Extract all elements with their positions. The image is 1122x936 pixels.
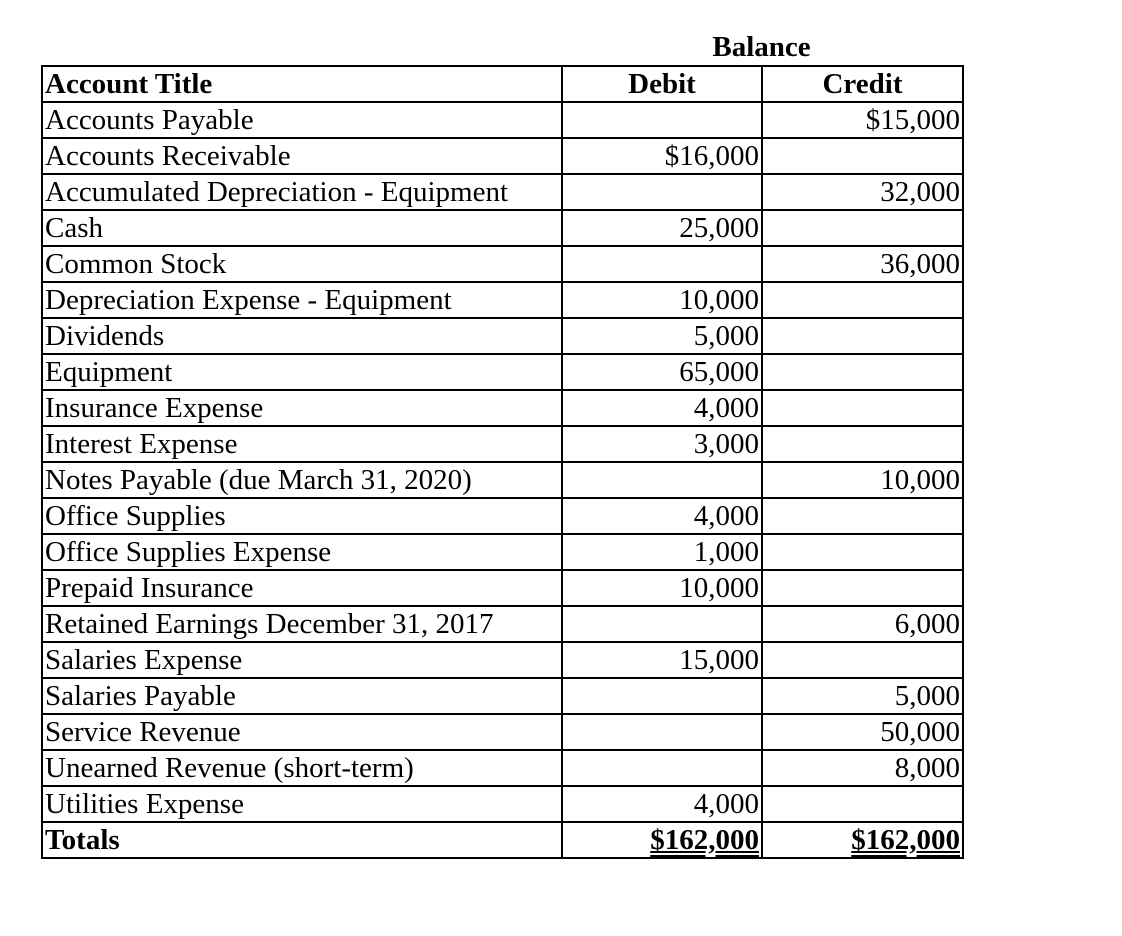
table-body <box>42 102 963 822</box>
debit-cell: 10,000 <box>562 570 762 606</box>
account-title-cell: Retained Earnings December 31, 2017 <box>42 606 562 642</box>
table-row <box>42 462 963 498</box>
totals-label: Totals <box>42 822 562 858</box>
account-title-cell: Accounts Payable <box>42 102 562 138</box>
credit-cell: 50,000 <box>762 714 963 750</box>
credit-cell <box>762 426 963 462</box>
debit-cell: 4,000 <box>562 390 762 426</box>
credit-cell: $15,000 <box>762 102 963 138</box>
table-row <box>42 750 963 786</box>
credit-cell: 10,000 <box>762 462 963 498</box>
account-title-cell: Notes Payable (due March 31, 2020) <box>42 462 562 498</box>
debit-cell: $16,000 <box>562 138 762 174</box>
table-row <box>42 102 963 138</box>
account-title-cell: Utilities Expense <box>42 786 562 822</box>
debit-cell: 4,000 <box>562 786 762 822</box>
credit-cell <box>762 354 963 390</box>
account-title-cell: Accumulated Depreciation - Equipment <box>42 174 562 210</box>
credit-cell <box>762 570 963 606</box>
totals-credit: $162,000 <box>762 822 963 858</box>
account-title-cell: Cash <box>42 210 562 246</box>
account-title-cell: Insurance Expense <box>42 390 562 426</box>
account-title-cell: Office Supplies Expense <box>42 534 562 570</box>
table-row <box>42 210 963 246</box>
table-header-row <box>42 66 963 102</box>
debit-cell: 3,000 <box>562 426 762 462</box>
account-title-cell: Unearned Revenue (short-term) <box>42 750 562 786</box>
credit-cell <box>762 498 963 534</box>
debit-cell <box>562 462 762 498</box>
debit-cell: 1,000 <box>562 534 762 570</box>
trial-balance-table <box>41 65 964 859</box>
table-row <box>42 354 963 390</box>
credit-cell <box>762 642 963 678</box>
credit-cell: 5,000 <box>762 678 963 714</box>
debit-cell: 10,000 <box>562 282 762 318</box>
account-title-cell: Salaries Expense <box>42 642 562 678</box>
table-row <box>42 426 963 462</box>
credit-cell <box>762 390 963 426</box>
account-title-cell: Prepaid Insurance <box>42 570 562 606</box>
table-row <box>42 714 963 750</box>
credit-cell: 8,000 <box>762 750 963 786</box>
debit-cell <box>562 102 762 138</box>
account-title-cell: Dividends <box>42 318 562 354</box>
debit-cell <box>562 606 762 642</box>
debit-cell: 65,000 <box>562 354 762 390</box>
credit-cell <box>762 786 963 822</box>
debit-cell: 4,000 <box>562 498 762 534</box>
debit-cell <box>562 714 762 750</box>
credit-cell: 32,000 <box>762 174 963 210</box>
table-row <box>42 642 963 678</box>
account-title-header: Account Title <box>42 66 562 102</box>
credit-cell <box>762 534 963 570</box>
table-row <box>42 138 963 174</box>
totals-row <box>42 822 963 858</box>
table-row <box>42 282 963 318</box>
table-row <box>42 246 963 282</box>
table-row <box>42 606 963 642</box>
account-title-cell: Salaries Payable <box>42 678 562 714</box>
credit-header: Credit <box>762 66 963 102</box>
table-row <box>42 390 963 426</box>
debit-cell: 15,000 <box>562 642 762 678</box>
debit-cell <box>562 174 762 210</box>
debit-cell: 5,000 <box>562 318 762 354</box>
debit-cell <box>562 678 762 714</box>
account-title-cell: Service Revenue <box>42 714 562 750</box>
credit-cell <box>762 318 963 354</box>
table-row <box>42 174 963 210</box>
table-row <box>42 318 963 354</box>
account-title-cell: Interest Expense <box>42 426 562 462</box>
table-row <box>42 570 963 606</box>
account-title-cell: Equipment <box>42 354 562 390</box>
table-row <box>42 678 963 714</box>
credit-cell: 36,000 <box>762 246 963 282</box>
credit-cell <box>762 282 963 318</box>
account-title-cell: Common Stock <box>42 246 562 282</box>
table-row <box>42 786 963 822</box>
totals-debit: $162,000 <box>562 822 762 858</box>
credit-cell: 6,000 <box>762 606 963 642</box>
debit-cell: 25,000 <box>562 210 762 246</box>
credit-cell <box>762 138 963 174</box>
credit-cell <box>762 210 963 246</box>
debit-header: Debit <box>562 66 762 102</box>
table-row <box>42 534 963 570</box>
account-title-cell: Depreciation Expense - Equipment <box>42 282 562 318</box>
account-title-cell: Office Supplies <box>42 498 562 534</box>
debit-cell <box>562 246 762 282</box>
balance-group-header: Balance <box>712 31 811 63</box>
debit-cell <box>562 750 762 786</box>
table-row <box>42 498 963 534</box>
account-title-cell: Accounts Receivable <box>42 138 562 174</box>
